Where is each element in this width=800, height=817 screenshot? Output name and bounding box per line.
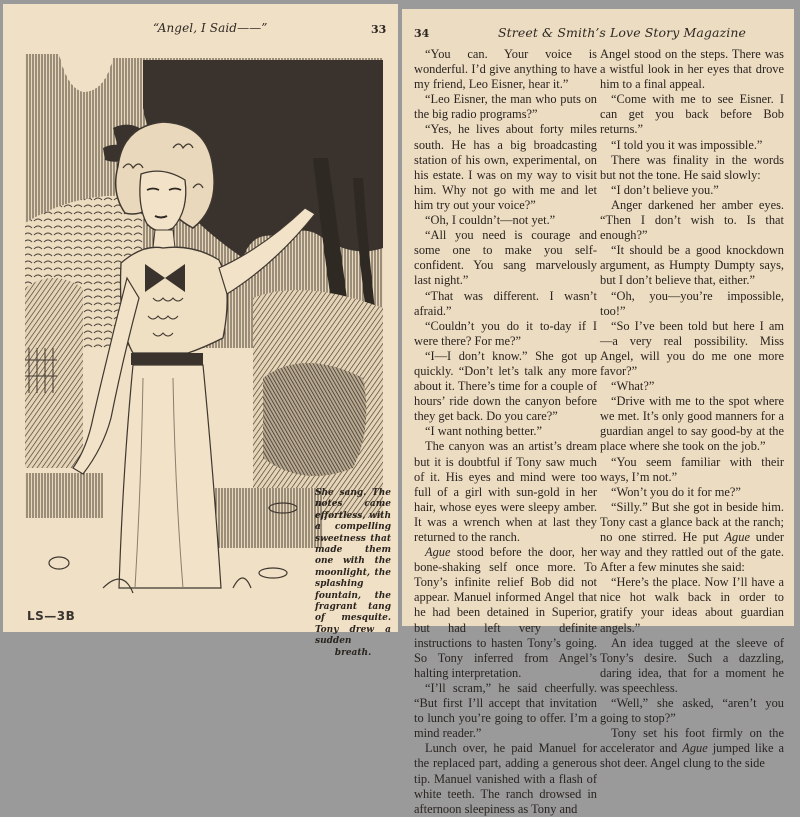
paragraph: “I’ll scram,” he said cheerfully. “But first I’ll accept that invitation to lunch you’re going to offer. I’m a mind reader.” xyxy=(414,680,597,741)
paragraph: An idea tugged at the sleeve of Tony’s desire. Such a dazzling, daring idea, that for a moment he was speechless. xyxy=(600,635,784,695)
paragraph: “I told you it was impossible.” xyxy=(611,137,763,152)
paragraph: Lunch over, he paid Manuel for the replaced part, adding a generous tip. Manuel vanished with a flash of white teeth. The ranch drowsed in afternoon sleepiness as Tony and xyxy=(414,741,597,816)
running-title: Street & Smith’s Love Story Magazine xyxy=(498,25,747,40)
paragraph: “Come with me to see Eisner. I can get you back before Bob returns.” xyxy=(600,92,784,137)
paragraph: Ague stood before the door, her bone-shaking self once more. To Tony’s infinite relief Bob did not appear. Manuel informed Angel that he had been detained in Superior, but had left very definite instructions to hasten Tony’s going. So Tony inferred from Angel’s halting interpretation. xyxy=(414,545,597,680)
paragraph: “Silly.” But she got in beside him. Tony cast a glance back at the ranch; no one stirred. He put Ague under way and they rattled out of the gate. After a few minutes she said: xyxy=(600,499,784,575)
text-column-2 xyxy=(600,47,784,772)
paragraph: “I don’t believe you.” xyxy=(611,182,719,197)
paragraph: Angel stood on the steps. There was a wistful look in her eyes that drove him to a final appeal. xyxy=(600,47,784,92)
paragraph: “Oh, you—you’re impossible, too!” xyxy=(600,288,784,318)
car-name: Ague xyxy=(425,545,451,560)
caption-text: She sang. The notes came effortless, with a compelling sweetness that made them one with the moonlight, the splashing fountain, the fragrant tang of mesquite. Tony drew a sudden xyxy=(315,488,391,647)
car-name: Ague xyxy=(724,530,750,544)
paragraph: There was finality in the words but not the tone. He said slowly: xyxy=(600,152,784,182)
text-column-1 xyxy=(414,47,597,817)
paragraph: “I want nothing better.” xyxy=(425,424,542,439)
paragraph: “It should be a good knockdown argument, as Humpty Dumpty says, but I don’t believe that, either.” xyxy=(600,243,784,288)
paragraph: “Drive with me to the spot where we met. It’s only good manners for a guardian angel to say good-by at the place where she took on the job.” xyxy=(600,394,784,454)
caption-last-line: breath. xyxy=(334,647,372,658)
page-number: 33 xyxy=(371,23,387,36)
paragraph: “That was different. I wasn’t afraid.” xyxy=(414,288,597,318)
paragraph: “Yes, he lives about forty miles south. He has a big broadcasting station of his own, experimental, on his estate. I was on my way to visit him. Why not go with me and let him try out your voice?” xyxy=(414,122,597,212)
paragraph: The canyon was an artist’s dream but it is doubtful if Tony saw much of it. His eyes and mind were too full of a girl with sun-gold in her hair, whose eyes were sleepy amber. It was a wrench when at last they returned to the ranch. xyxy=(414,439,597,544)
paragraph: “Won’t you do it for me?” xyxy=(611,484,741,499)
paragraph: “All you need is courage and some one to make you self-confident. You sang marvelously last night.” xyxy=(414,228,597,288)
page-number: 34 xyxy=(414,27,430,40)
left-page xyxy=(3,4,398,658)
paragraph: “So I’ve been told but here I am —a very real possibility. Miss Angel, will you do me one more favor?” xyxy=(600,318,784,378)
car-name: Ague xyxy=(682,741,708,756)
footer-code: LS—3B xyxy=(27,609,76,623)
paragraph: “Couldn’t you do it to-day if I were there? For me?” xyxy=(414,318,597,348)
paragraph: “Here’s the place. Now I’ll have a nice hot walk back in order to gratify your ideas about guardian angels.” xyxy=(600,575,784,635)
paragraph: “Oh, I couldn’t—not yet.” xyxy=(425,213,556,228)
paragraph: “Leo Eisner, the man who puts on the big radio programs?” xyxy=(414,92,597,122)
paragraph: Tony set his foot firmly on the accelerator and Ague jumped like a shot deer. Angel clung to the side xyxy=(600,726,784,771)
paragraph: “What?” xyxy=(611,379,655,394)
paragraph: “You can. Your voice is wonderful. I’d give anything to have my friend, Leo Eisner, hear it.” xyxy=(414,47,597,92)
paragraph: “I—I don’t know.” She got up quickly. “Don’t let’s talk any more about it. There’s time for a couple of hours’ ride down the canyon before they get back. Do you care?” xyxy=(414,348,597,424)
right-page xyxy=(402,9,794,816)
illustration-caption xyxy=(315,488,391,659)
running-title: “Angel, I Said——” xyxy=(153,21,268,35)
paragraph: “You seem familiar with their ways, I’m not.” xyxy=(600,454,784,484)
paragraph: Anger darkened her amber eyes. “Then I don’t wish to. Is that enough?” xyxy=(600,197,784,243)
paragraph: “Well,” she asked, “aren’t you going to stop?” xyxy=(600,696,784,726)
